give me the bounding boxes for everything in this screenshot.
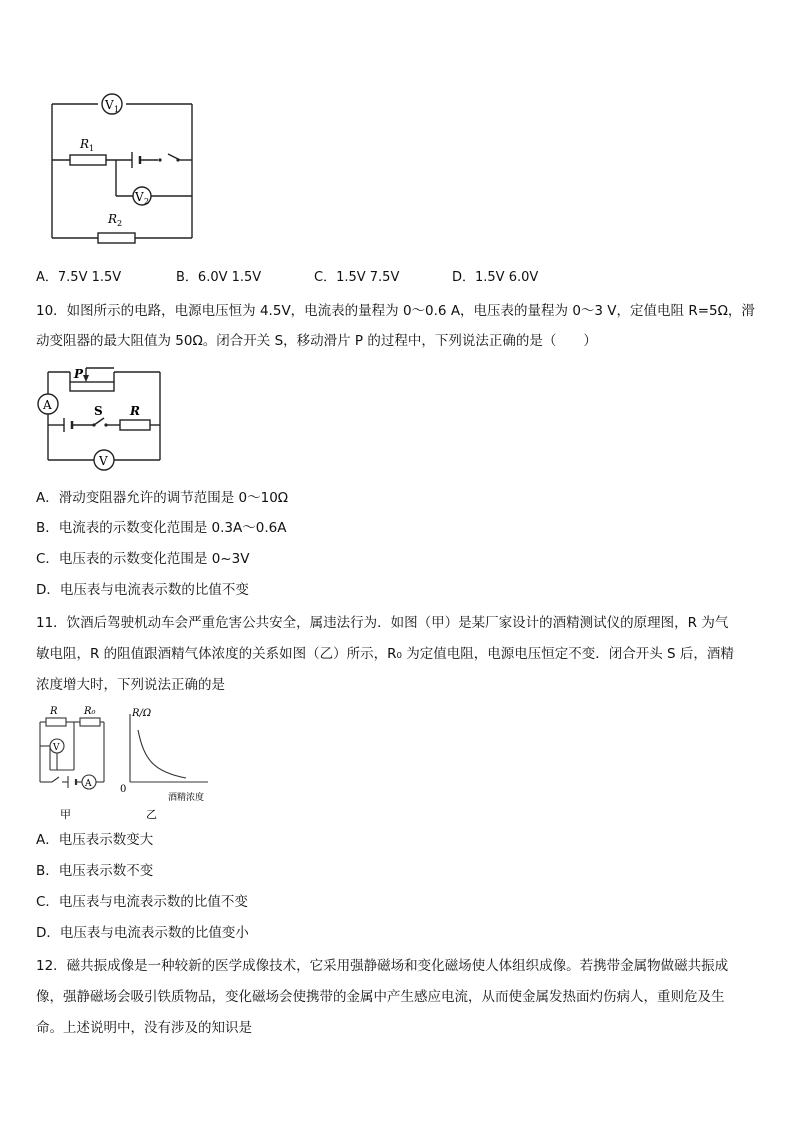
v2-sub: 2 [144,197,150,206]
q10-stem-line-2: 动变阻器的最大阻值为 50Ω。闭合开关 S，移动滑片 P 的过程中，下列说法正确的是（ ） [36,333,597,349]
rheostat-symbol [70,382,114,391]
battery-symbol [64,418,72,432]
v1-label: V [105,98,114,112]
figure-jia-caption: 甲 [60,808,71,821]
q9-option-c[interactable]: C．1.5V 7.5V [314,270,400,285]
voltmeter-label: V [99,454,108,468]
fixed-resistor-r0-label: R₀ [84,706,96,717]
q9-option-b[interactable]: B．6.0V 1.5V [176,270,262,285]
q11-stem-line-1: 11．饮酒后驾驶机动车会严重危害公共安全，属违法行为．如图（甲）是某厂家设计的酒精测试仪的原理图，R 为气 [36,615,729,631]
r1-sub: 1 [89,144,95,153]
ammeter-label: A [43,398,52,412]
r2-label: R [108,212,118,226]
q12-stem-line-2: 像，强静磁场会吸引铁质物品，变化磁场会使携带的金属中产生感应电流，从而使金属发热面灼伤病人，重则危及生 [36,989,725,1005]
q10-stem-line-1: 10．如图所示的电路，电源电压恒为 4.5V，电流表的量程为 0～0.6 A，电压表的量程为 0～3 V，定值电阻 R=5Ω，滑 [36,303,755,319]
battery-symbol [68,776,76,788]
q11-option-c[interactable]: C．电压表与电流表示数的比值不变 [36,894,248,910]
q11-figure-jia [32,700,116,825]
resistor-r-label: R [130,404,140,418]
q9-option-a[interactable]: A．7.5V 1.5V [36,270,122,285]
resistor-r2-symbol [98,233,135,243]
r2-sub: 2 [117,219,123,228]
q12-stem-line-3: 命。上述说明中，没有涉及的知识是 [36,1020,252,1036]
q11-figure-yi [116,700,226,825]
q11-stem-line-2: 敏电阻，R 的阻值跟酒精气体浓度的关系如图（乙）所示，R₀ 为定值电阻，电源电压恒定不变．闭合开头 S 后，酒精 [36,646,734,662]
battery-symbol [132,152,140,168]
q9-circuit-diagram [40,88,210,248]
q10-option-c[interactable]: C．电压表的示数变化范围是 0~3V [36,551,250,567]
q12-stem-line-1: 12．磁共振成像是一种较新的医学成像技术，它采用强静磁场和变化磁场使人体组织成像。若携带金属物做磁共振成 [36,958,729,974]
q11-option-b[interactable]: B．电压表示数不变 [36,863,154,879]
voltmeter-label: V [53,743,60,753]
ammeter-label: A [85,779,92,789]
q10-option-d[interactable]: D．电压表与电流表示数的比值不变 [36,582,249,598]
origin-label: 0 [120,784,127,795]
switch-s-label: S [94,404,103,418]
q9-option-d[interactable]: D．1.5V 6.0V [452,270,539,285]
resistance-concentration-curve [138,730,186,778]
v1-sub: 1 [114,105,120,114]
gas-resistor-r-label: R [50,706,58,717]
resistor-r-symbol [120,420,150,430]
resistor-r1-symbol [70,155,106,165]
v2-label: V [135,190,144,204]
q10-circuit-diagram [34,362,166,472]
q10-option-b[interactable]: B．电流表的示数变化范围是 0.3A～0.6A [36,520,287,536]
y-axis-label: R/Ω [132,708,152,719]
q11-option-d[interactable]: D．电压表与电流表示数的比值变小 [36,925,249,941]
r1-label: R [80,137,90,151]
slider-p-label: P [74,367,84,381]
figure-yi-caption: 乙 [146,808,157,821]
x-axis-label: 酒精浓度 [168,793,205,803]
q11-stem-line-3: 浓度增大时，下列说法正确的是 [36,677,225,693]
q11-option-a[interactable]: A．电压表示数变大 [36,832,154,848]
q10-option-a[interactable]: A．滑动变阻器允许的调节范围是 0～10Ω [36,490,289,506]
